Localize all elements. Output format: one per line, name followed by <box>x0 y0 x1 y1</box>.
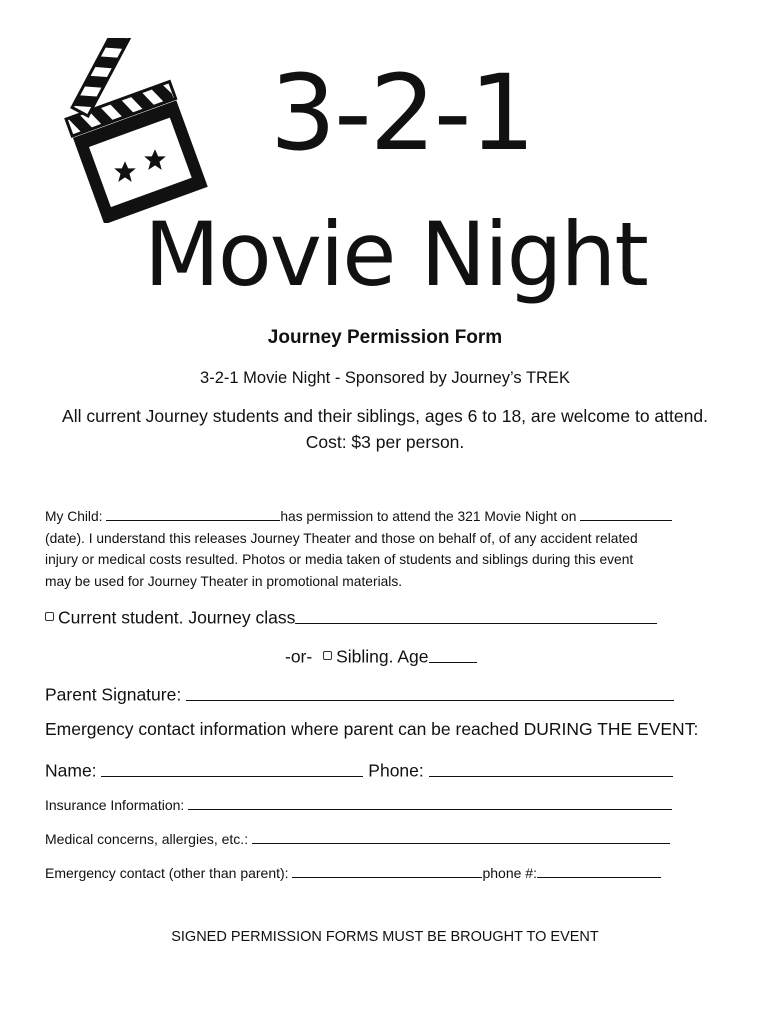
emergency-phone-field[interactable] <box>537 863 661 878</box>
emergency-contact-row <box>45 863 661 881</box>
age-field[interactable] <box>429 644 477 663</box>
my-child-label: My Child: <box>45 509 103 524</box>
parent-signature-row <box>45 682 674 706</box>
medical-label: Medical concerns, allergies, etc.: <box>45 831 249 847</box>
journey-class-field[interactable] <box>295 605 657 624</box>
insurance-label: Insurance Information: <box>45 797 185 813</box>
permission-text: has permission to attend the 321 Movie Night on <box>280 509 577 524</box>
or-label: -or- <box>285 646 313 667</box>
sponsor-line: 3-2-1 Movie Night - Sponsored by Journey’s TREK <box>200 369 570 387</box>
phone-field[interactable] <box>429 758 673 777</box>
parent-signature-label: Parent Signature: <box>45 684 182 705</box>
emergency-contact-label: Emergency contact (other than parent): <box>45 865 289 881</box>
sibling-label: Sibling. Age <box>336 646 429 667</box>
form-title: Journey Permission Form <box>267 327 503 348</box>
medical-row <box>45 829 670 847</box>
insurance-field[interactable] <box>188 795 672 810</box>
paragraph-line-2: (date). I understand this releases Journey Theater and those on behalf of, of any accident related <box>45 530 638 546</box>
phone-label: Phone: <box>368 760 424 781</box>
child-name-field[interactable] <box>106 506 280 521</box>
parent-signature-field[interactable] <box>186 682 674 701</box>
title-321: 3-2-1 <box>270 52 534 174</box>
sibling-checkbox[interactable] <box>323 651 332 660</box>
name-label: Name: <box>45 760 97 781</box>
paragraph-line-4: may be used for Journey Theater in promotional materials. <box>45 573 403 589</box>
date-field[interactable] <box>580 506 672 521</box>
cost-line: Cost: $3 per person. <box>305 432 465 452</box>
emergency-heading: Emergency contact information where parent can be reached DURING THE EVENT: <box>45 719 699 739</box>
current-student-row <box>45 605 657 629</box>
insurance-row <box>45 795 672 813</box>
paragraph-line-3: injury or medical costs resulted. Photos or media taken of students and siblings during this event <box>45 552 634 567</box>
current-student-label: Current student. Journey class <box>58 607 296 628</box>
welcome-line: All current Journey students and their siblings, ages 6 to 18, are welcome to attend. <box>62 406 708 426</box>
name-field[interactable] <box>101 758 363 777</box>
permission-paragraph <box>45 506 725 592</box>
emergency-contact-field[interactable] <box>292 863 482 878</box>
clapperboard-logo <box>58 38 208 223</box>
sibling-row <box>285 644 477 668</box>
emergency-phone-label: phone #: <box>482 865 537 881</box>
footer-notice: SIGNED PERMISSION FORMS MUST BE BROUGHT TO EVENT <box>171 929 599 945</box>
name-phone-row <box>45 758 673 782</box>
title-movie-night: Movie Night <box>144 203 647 306</box>
current-student-checkbox[interactable] <box>45 612 54 621</box>
medical-field[interactable] <box>252 829 670 844</box>
